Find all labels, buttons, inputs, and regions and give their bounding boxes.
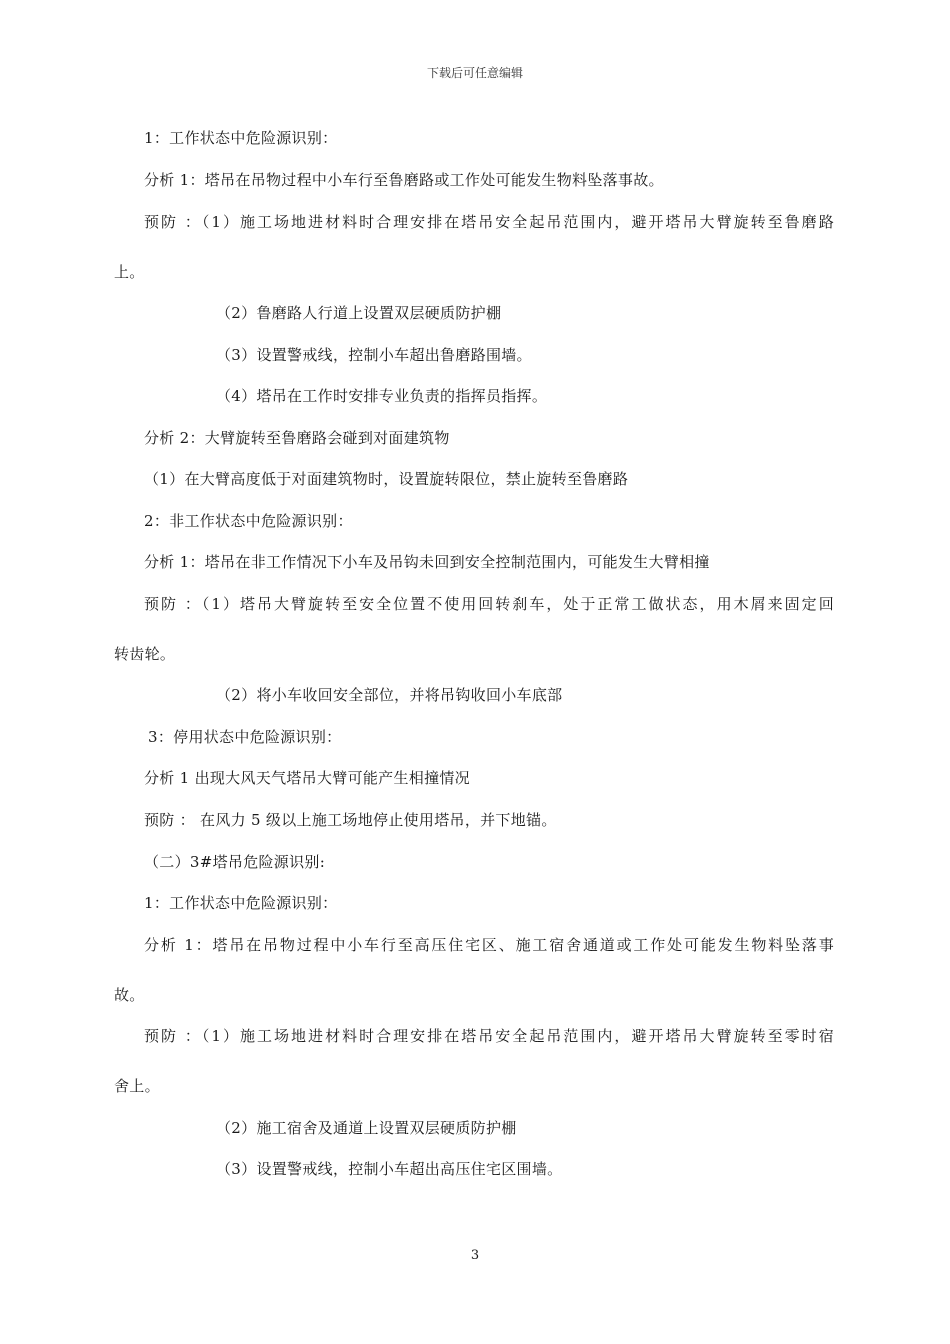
paragraph-line: 转齿轮。 — [114, 645, 176, 663]
page-number: 3 — [470, 1248, 480, 1263]
paragraph-line: 分析 1：塔吊在吊物过程中小车行至高压住宅区、施工宿舍通道或工作处可能发生物料坠落事 — [144, 936, 834, 954]
paragraph-line: 分析 1 出现大风天气塔吊大臂可能产生相撞情况 — [144, 769, 470, 787]
list-item: （2）鲁磨路人行道上设置双层硬质防护棚 — [216, 304, 502, 322]
section-heading: （二）3#塔吊危险源识别: — [144, 853, 326, 871]
paragraph-line: 分析 2：大臂旋转至鲁磨路会碰到对面建筑物 — [144, 429, 450, 447]
section-heading: 1：工作状态中危险源识别： — [144, 129, 338, 147]
list-item: （3）设置警戒线，控制小车超出鲁磨路围墙。 — [216, 346, 532, 364]
paragraph-line: 预防 ： 在风力 5 级以上施工场地停止使用塔吊，并下地锚。 — [144, 811, 557, 829]
list-item: （2）将小车收回安全部位，并将吊钩收回小车底部 — [216, 686, 563, 704]
section-heading: 1：工作状态中危险源识别： — [144, 894, 338, 912]
paragraph-line: 上。 — [114, 263, 145, 281]
section-heading: 3：停用状态中危险源识别： — [148, 728, 342, 746]
list-item: （2）施工宿舍及通道上设置双层硬质防护棚 — [216, 1119, 517, 1137]
paragraph-line: 预防 ：（1）施工场地进材料时合理安排在塔吊安全起吊范围内，避开塔吊大臂旋转至鲁磨路 — [144, 213, 834, 231]
list-item: （3）设置警戒线，控制小车超出高压住宅区围墙。 — [216, 1160, 563, 1178]
page-header: 下载后可任意编辑 — [426, 66, 523, 80]
list-item: （4）塔吊在工作时安排专业负责的指挥员指挥。 — [216, 387, 548, 405]
paragraph-line: 预防 ：（1）塔吊大臂旋转至安全位置不使用回转刹车，处于正常工做状态，用木屑来固定回 — [144, 595, 834, 613]
paragraph-line: 预防 ：（1）施工场地进材料时合理安排在塔吊安全起吊范围内，避开塔吊大臂旋转至零时宿 — [144, 1027, 834, 1045]
list-item: （1）在大臂高度低于对面建筑物时，设置旋转限位，禁止旋转至鲁磨路 — [144, 470, 629, 488]
paragraph-line: 舍上。 — [114, 1077, 160, 1095]
paragraph-line: 分析 1：塔吊在吊物过程中小车行至鲁磨路或工作处可能发生物料坠落事故。 — [144, 171, 664, 189]
paragraph-line: 分析 1：塔吊在非工作情况下小车及吊钩未回到安全控制范围内，可能发生大臂相撞 — [144, 553, 710, 571]
paragraph-line: 故。 — [114, 986, 145, 1004]
section-heading: 2：非工作状态中危险源识别： — [144, 512, 353, 530]
